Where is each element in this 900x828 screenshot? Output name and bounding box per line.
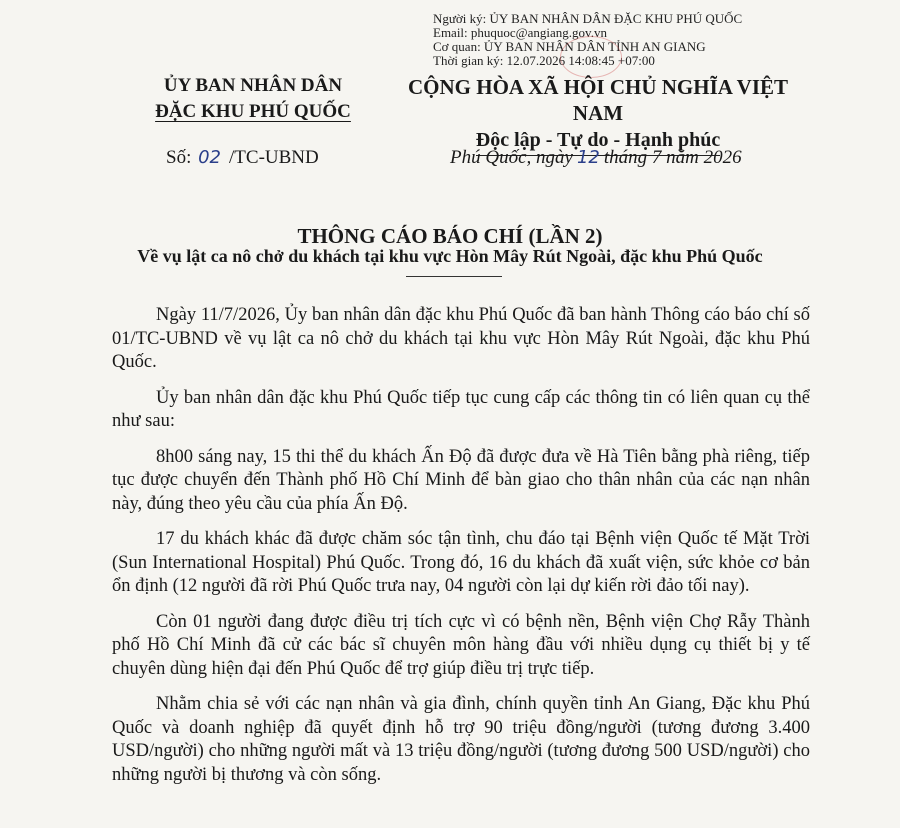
date-suffix: tháng 7 năm 2026 [603, 147, 742, 168]
number-handwritten: 02 [198, 147, 222, 168]
issuer-header [148, 73, 358, 125]
title-divider [406, 276, 502, 277]
document-subtitle: Về vụ lật ca nô chở du khách tại khu vực Hòn Mây Rút Ngoài, đặc khu Phú Quốc [137, 246, 763, 266]
signature-email: Email: phuquoc@angiang.gov.vn [433, 25, 607, 40]
body-paragraph: Ngày 11/7/2026, Ủy ban nhân dân đặc khu Phú Quốc đã ban hành Thông cáo báo chí số 01/TC-UBND về vụ lật ca nô chở du khách tại khu vực Hòn Mây Rút Ngoài, đặc khu Phú Quốc. [112, 305, 810, 372]
issuer-line1: ỦY BAN NHÂN DÂN [163, 75, 343, 96]
body-paragraph: Nhằm chia sẻ với các nạn nhân và gia đình, chính quyền tỉnh An Giang, Đặc khu Phú Quốc và doanh nghiệp đã quyết định hỗ trợ 90 triệu đồng/người (tương đương 3.400 USD/người) cho những người mất và 13 triệu đồng/người (tương đương 500 USD/người) cho những người bị thương và còn sống. [112, 694, 810, 785]
issuer-line2: ĐẶC KHU PHÚ QUỐC [155, 101, 351, 122]
date-handwritten: 12 [576, 147, 600, 168]
nation-motto: Độc lập - Tự do - Hạnh phúc [476, 127, 720, 156]
document-number [166, 147, 319, 169]
signature-agency: Cơ quan: ỦY BAN NHÂN DÂN TỈNH AN GIANG [433, 39, 706, 54]
stamp-seal [560, 36, 622, 78]
document-date [450, 147, 742, 169]
document-body [112, 304, 810, 799]
number-prefix: Số: [166, 147, 192, 168]
nation-header [388, 74, 808, 156]
date-prefix: Phú Quốc, ngày [450, 147, 573, 168]
body-paragraph: Còn 01 người đang được điều trị tích cực vì có bệnh nền, Bệnh viện Chợ Rẫy Thành phố Hồ Chí Minh đã cử các bác sĩ chuyên môn hàng đầu với nhiều dụng cụ thiết bị y tế chuyên dùng hiện đại đến Phú Quốc để trợ giúp điều trị trực tiếp. [112, 611, 810, 679]
number-suffix: /TC-UBND [229, 147, 319, 168]
body-paragraph: 8h00 sáng nay, 15 thi thể du khách Ấn Độ đã được đưa về Hà Tiên bằng phà riêng, tiếp tục được chuyển đến Thành phố Hồ Chí Minh để bàn giao cho thân nhân của các nạn nhân này, đúng theo yêu cầu của phía Ấn Độ. [112, 446, 810, 514]
body-paragraph: Ủy ban nhân dân đặc khu Phú Quốc tiếp tục cung cấp các thông tin có liên quan cụ thể như sau: [112, 387, 810, 431]
body-paragraph: 17 du khách khác đã được chăm sóc tận tình, chu đáo tại Bệnh viện Quốc tế Mặt Trời (Sun International Hospital) Phú Quốc. Trong đó, 16 du khách đã xuất viện, sức khỏe cơ bản ổn định (12 người đã rời Phú Quốc trưa nay, 04 người còn lại dự kiến rời đảo tối nay). [112, 529, 810, 596]
nation-line1: CỘNG HÒA XÃ HỘI CHỦ NGHĨA VIỆT NAM [408, 75, 788, 125]
signature-signer: Người ký: ỦY BAN NHÂN DÂN ĐẶC KHU PHÚ QUỐC [433, 11, 743, 26]
document-title: THÔNG CÁO BÁO CHÍ (LẦN 2) [297, 224, 603, 248]
signature-time: Thời gian ký: 12.07.2026 14:08:45 +07:00 [433, 53, 655, 68]
